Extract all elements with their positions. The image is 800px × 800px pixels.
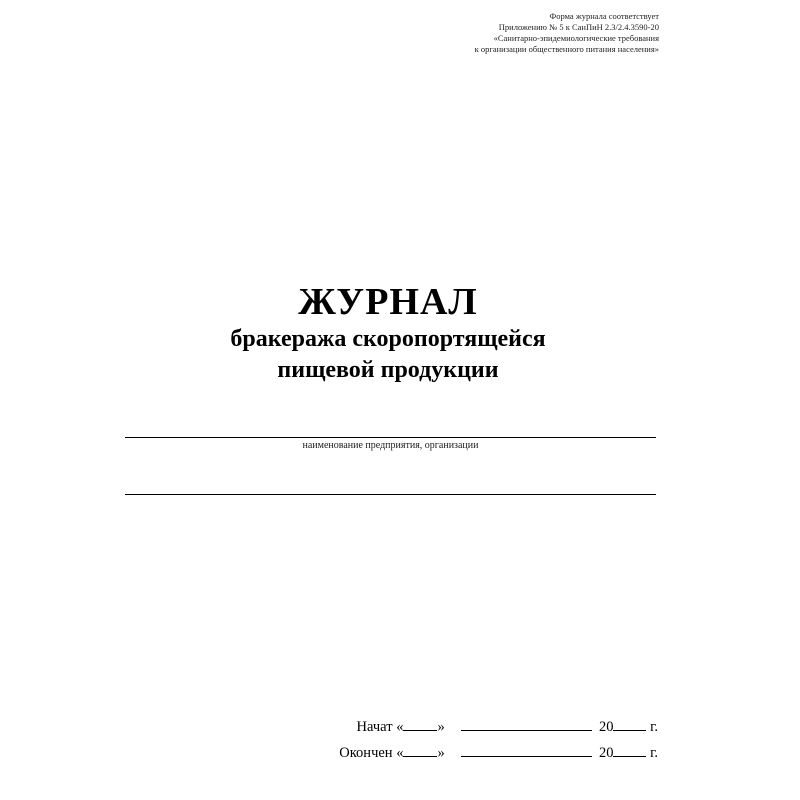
regulation-note-line-1: Форма журнала соответствует	[549, 11, 659, 21]
started-label: Начат	[356, 719, 393, 735]
open-quote: «	[396, 745, 404, 761]
organization-name-line-2	[125, 494, 656, 495]
finished-year-suffix: г.	[650, 745, 658, 761]
date-fields	[339, 716, 658, 768]
started-date-row	[339, 716, 658, 742]
close-quote: »	[437, 719, 445, 735]
title-block	[0, 280, 776, 386]
organization-name-line	[125, 437, 656, 438]
regulation-note-line-4: к организации общественного питания населения»	[474, 44, 659, 54]
started-year-suffix: г.	[650, 719, 658, 735]
finished-label: Окончен	[339, 745, 393, 761]
close-quote: »	[437, 745, 445, 761]
regulation-note-line-3: «Санитарно-эпидемиологические требования	[493, 33, 659, 43]
open-quote: «	[396, 719, 404, 735]
finished-month-blank	[461, 742, 592, 757]
started-month-blank	[461, 716, 592, 731]
started-year-prefix: 20	[598, 719, 614, 735]
journal-subtitle-line-1: бракеража скоропортящейся	[230, 326, 546, 352]
regulation-note-line-2: Приложению № 5 к СанПиН 2.3/2.4.3590-20	[498, 22, 659, 32]
finished-day-blank	[403, 742, 437, 757]
finished-year-blank	[613, 742, 646, 757]
journal-title: ЖУРНАЛ	[298, 281, 478, 323]
started-year-blank	[613, 716, 646, 731]
organization-name-caption: наименование предприятия, организации	[302, 440, 479, 451]
started-day-blank	[403, 716, 437, 731]
finished-year-prefix: 20	[598, 745, 614, 761]
regulation-note	[475, 11, 659, 55]
journal-subtitle-line-2: пищевой продукции	[277, 357, 499, 383]
finished-date-row	[339, 742, 658, 768]
